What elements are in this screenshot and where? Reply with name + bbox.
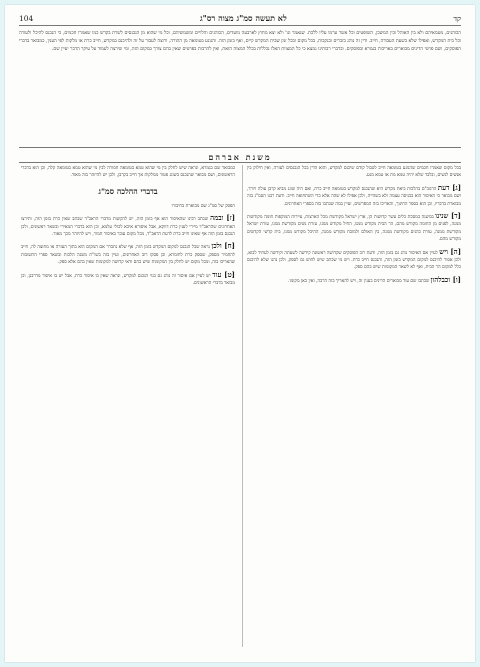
commentary-paragraph (247, 276, 461, 285)
paragraph-text: יש לעיין אם איסור זה נוהג גם בגוי הנכנס למקדש, ונראה שאין בו איסור כרת, אבל יש בו איסור מדרבנן, וכן מבואר בדברי הראשונים. (21, 273, 235, 287)
commentary-paragraph (247, 184, 461, 208)
commentary-right-column (247, 165, 461, 647)
main-text-block (19, 30, 461, 145)
commentary-left-column (21, 165, 235, 647)
section-heading: בדברי ההלכה סמ"ג (98, 186, 158, 196)
commentary-paragraph (21, 165, 235, 180)
paragraph-lead-word: [ז] ובמה (210, 213, 235, 223)
header-page-number: 104 (19, 13, 34, 23)
paragraph-lead-word: [ח] ולכן (211, 241, 235, 251)
paragraph-text: כמבואר שם בגמרא, ונראה שיש לחלק בין מי שהוא טמא בטומאה חמורה לבין מי שהוא טמא בטומאה קלה, וכן הוא בדברי הראשונים, ושם מבואר שהנכנס בשוגג פטור ממלקות אך חייב בקרבן, ולכן יש להיזהר בזה מאוד. (21, 166, 235, 179)
commentary-paragraph (21, 203, 235, 210)
paragraph-lead-word: [ה] ויש (439, 246, 461, 256)
commentary-paragraph (247, 165, 461, 180)
paragraph-text: הרמב"ם בהלכות ביאת מקדש היא שהנכנס למקדש בטומאה חייב כרת, ואם היה שוגג מביא קרבן עולה ויורד, ושם מבואר כי האיסור הוא בכניסה עצמה ולא בשהייה, ולכן אפילו לא שהה אלא כדי השתחואה חייב. ודעת רבנו הסמ"ג בזה מבוארת בדבריו, וכן הוא בספר החינוך, והאריכו בזה המפרשים, ועיין במה שכתבו בזה בספרי האחרונים. (247, 186, 461, 207)
commentary-paragraph (21, 271, 235, 288)
paragraph-lead-word: [ט] עוד (212, 269, 235, 279)
paragraph-text: בכל מקום שאמרו חכמים שהנוגע בטומאה חייב לטבול קודם שיכנס למקדש, והוא הדין בכל הנכנסים לעזרה, ואין חילוק בין אנשים לנשים, ובלבד שלא יהיה טמא מת או טמא מגע. (247, 166, 461, 179)
commentary-paragraph (21, 242, 235, 266)
commentary-paragraph (247, 212, 461, 244)
header-page-letter: קד (453, 13, 461, 23)
divider-banner (19, 162, 461, 163)
paragraph-lead-word: [ד] שנינו (435, 211, 461, 221)
paragraph-text: הפסק של סמ"ג שם מבוארת בחיבורו (171, 203, 235, 209)
commentary-paragraph (21, 214, 235, 238)
paragraph-text: נראה שכל הנכנס למקום המקדש בזמן הזה, אף שלא נתברר אם המקום הוא בתוך העזרה או מחוצה לה, חייב להחמיר מספק, שספק כרת לחומרא, וכן פסקו רוב האחרונים, ועיין בזה בשו"ת משנה הלכות ובשאר ספרי התשובות שהאריכו בזה, ומכל מקום יש לחלק בין המקומות שיש בהם ודאי קדושה למקומות שאין בהם אלא ספק. (21, 245, 235, 266)
book-page (5, 5, 475, 662)
running-header (19, 11, 461, 26)
header-title: לא תעשה סמ"ג מצוה רס"ג (200, 13, 287, 23)
paragraph-text: לעיין אם האיסור נוהג גם בזמן הזה, ודעת רוב הפוסקים שקדושה ראשונה קידשה לשעתה וקידשה לעתיד לבוא, ולכן אסור להיכנס למקום המקדש בזמן הזה, והנכנס חייב כרת. ויש מי שכתב שיש לחוש גם לספק, ולכן נהגו שלא להיכנס כלל למקום הר הבית, ואף לא לשאר המקומות שיש בהם ספק. (247, 250, 461, 271)
paragraph-lead-word: [ג] דעת (437, 182, 461, 192)
divider-top (19, 147, 461, 148)
paragraph-text: שכתבו שם עוד מבוארים הדינים בענין זה, ויש להאריך בזה הרבה, ואין כאן מקומו. (288, 278, 430, 284)
commentary-paragraph (247, 248, 461, 272)
column-divider (242, 165, 243, 647)
paragraph-text: במשנה במסכת כלים עשר קדושות הן, ארץ ישראל מקודשת מכל הארצות, עיירות המוקפות חומה מקודשות ממנה, לפנים מן החומה מקודש מהם, הר הבית מקודש ממנו, החיל מקודש ממנו, עזרת נשים מקודשת ממנו, עזרת ישראל מקודשת ממנה, עזרת כהנים מקודשת ממנה, בין האולם ולמזבח מקודש ממנה, ההיכל מקודש ממנו, בית קדשי הקדשים מקודש מהם. (247, 215, 461, 243)
paragraph-text: שכתב רבינו שהאיסור הוא אף בזמן הזה, יש להקשות מדברי הראב"ד שכתב שאין כרת בזמן הזה, ותירצו האחרונים שהראב"ד מיירי לענין כרת דווקא, אבל איסורא איכא לכולי עלמא, וכן הוא בדברי המאירי ובשאר ראשונים, ולכן הנכנס בזמן הזה אף שאינו חייב כרת לדעת הראב"ד, מכל מקום עובר באיסור חמור, ויש להיזהר מכך מאוד. (21, 217, 235, 238)
main-text: הכוהנים, מטמאיהם ולא בין האוהל ובין המשכן, השופטים וכל אשר ערמו עליו ללכת. שנאמר וגו' ולא יצא מחוץ לארבעה מועדים, הכוהנים והלויים ומשמשיהם, וכל מי שהוא מן הנכנסים לשרת בקדש כמו שאמרו חכמים, כי הנכנס להיכל ולעזרה וכל בית המקדש, ואפילו שלא בשעת העבודה, חייב. ודין זה נוהג בזכרים ובנקבות, בכל מקום ובכל זמן שבית המקדש קיים, ואף בזמן הזה. והנוגע בטומאה מן התורה, ורוצה לעבור על זה ולהיכנס במקדש, חייב כרת או מלקות לפי הענין, כמבואר בדברי הפוסקים, ושם פרטי הדינים מבוארים באריכות בגמרא ובפוסקים. ובדברי רבותינו נמצא כי כל המצוות האלו נכללות בכלל המצוה הזאת, ואין להרבות בפרטים שאין בהם צורך במקום הזה, ומי שירצה לעמוד על עיקר הדבר יעיין שם. (19, 31, 461, 53)
commentary-banner: משנת אברהם (208, 152, 272, 162)
paragraph-lead-word: [ו] וכבלהון (430, 274, 461, 284)
